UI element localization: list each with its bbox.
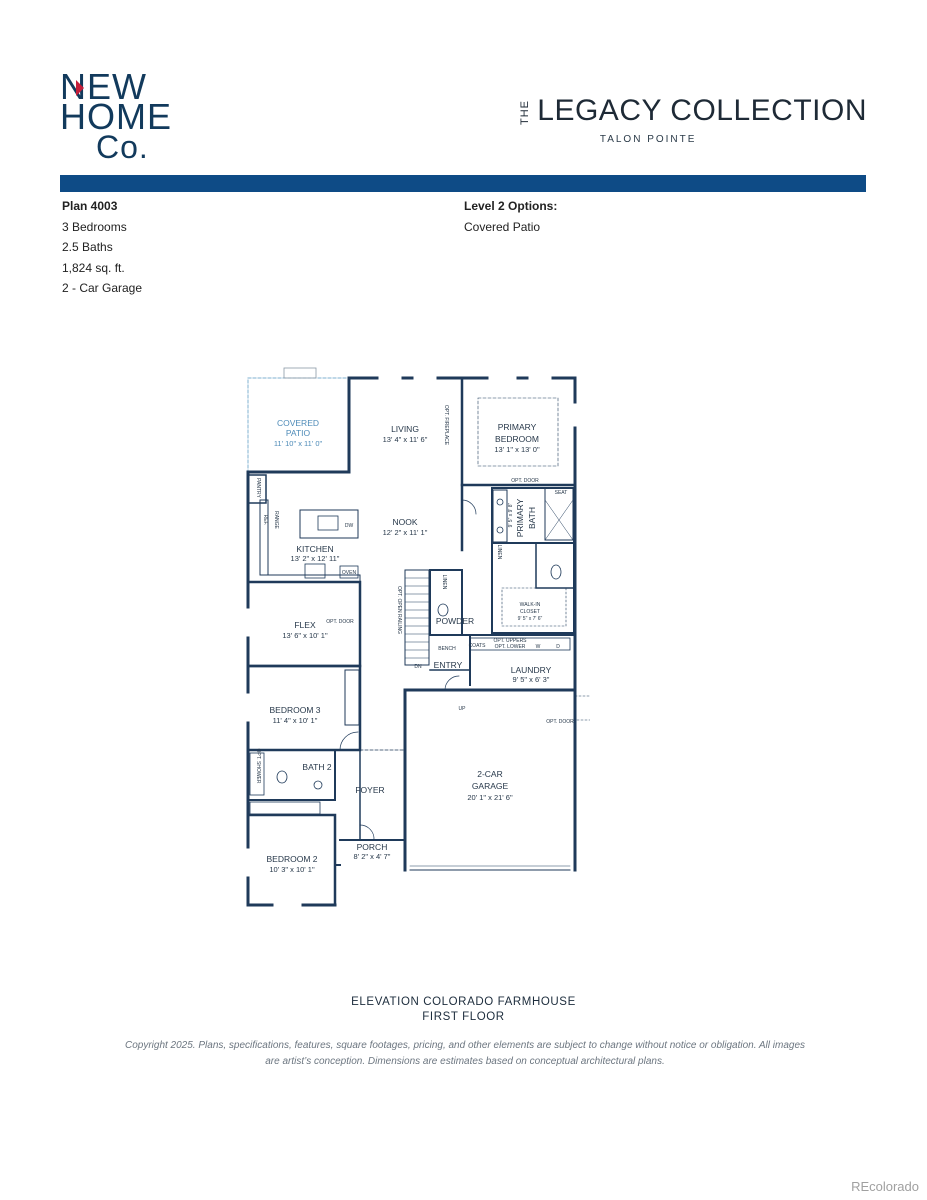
range-label: RANGE	[273, 511, 279, 529]
walkin-closet-label-2: CLOSET	[519, 609, 541, 615]
caption-line-2: FIRST FLOOR	[422, 1011, 505, 1023]
dw-label: DW	[344, 523, 354, 529]
collection-subtitle: TALON POINTE	[599, 134, 697, 145]
covered-patio-label-1: COVERED	[276, 418, 320, 428]
bedroom3-closet	[345, 670, 359, 725]
logo-line-1: NEW	[60, 66, 147, 107]
door-arc-3	[445, 676, 459, 690]
opt-uppers-label: OPT. UPPERS	[493, 638, 527, 644]
plan-baths: 2.5 Baths	[62, 240, 113, 254]
floor-plan	[240, 360, 590, 920]
collection-the: THE	[519, 99, 532, 125]
sink-1	[497, 499, 503, 505]
garage-wall	[405, 690, 575, 870]
collection-branding	[519, 94, 867, 145]
opt-door-label-2: OPT. DOOR	[326, 619, 354, 625]
opt-fireplace-label: OPT. FIREPLACE	[443, 404, 449, 446]
seat-label: SEAT	[554, 490, 568, 496]
coats-label: COATS	[468, 643, 486, 649]
opt-shower-label: OPT. SHOWER	[255, 748, 261, 784]
bench-label: BENCH	[438, 646, 456, 652]
plan-name: Plan 4003	[62, 199, 118, 213]
pantry-label: PANTRY	[255, 478, 261, 498]
flex-label: FLEX	[294, 620, 316, 630]
logo-accent-icon	[76, 80, 84, 96]
nook-dim: 12' 2" x 11' 1"	[382, 528, 428, 537]
bath2-label: BATH 2	[302, 762, 332, 772]
vanity	[493, 490, 507, 542]
collection-name: LEGACY COLLECTION	[537, 94, 867, 127]
primary-bath-label-1: PRIMARY	[515, 498, 525, 538]
primary-bath-dim: 9' 5" x 9' 8"	[508, 502, 514, 528]
porch-label: PORCH	[356, 842, 388, 852]
toilet-bath2	[277, 771, 287, 783]
plan-garage: 2 - Car Garage	[62, 281, 143, 295]
primary-bath-label-2: BATH	[527, 506, 537, 530]
walkin-closet-label: WALK-IN	[519, 602, 541, 608]
primary-bedroom-dim: 13' 1" x 13' 0"	[494, 445, 540, 454]
primary-bedroom-label-2: BEDROOM	[495, 434, 539, 444]
bedroom2-closet	[250, 802, 320, 814]
sink-2	[497, 527, 503, 533]
door-arc-2	[340, 732, 358, 750]
options-title: Level 2 Options:	[464, 199, 558, 213]
laundry-label: LAUNDRY	[510, 665, 552, 675]
oven-label: OVEN	[341, 570, 357, 576]
new-home-co-logo	[60, 66, 180, 172]
door-arc-1	[462, 500, 476, 514]
bedroom2-dim: 10' 3" x 10' 1"	[269, 865, 315, 874]
level-options	[464, 196, 557, 237]
caption-line-1: ELEVATION COLORADO FARMHOUSE	[351, 996, 576, 1008]
opt-lower-label: OPT. LOWER	[494, 644, 526, 650]
kitchen-sink	[318, 516, 338, 530]
bedroom3-label: BEDROOM 3	[269, 705, 321, 715]
foyer-label: FOYER	[355, 785, 385, 795]
toilet-powder	[438, 604, 448, 616]
plan-bedrooms: 3 Bedrooms	[62, 219, 127, 234]
range	[305, 564, 325, 578]
nook-label: NOOK	[392, 517, 418, 527]
garage-label-1: 2-CAR	[477, 769, 503, 779]
primary-bedroom-label-1: PRIMARY	[497, 422, 537, 432]
linen-label: LINEN	[441, 574, 447, 590]
garage-opt-door	[575, 696, 590, 720]
entry-label: ENTRY	[433, 660, 463, 670]
plan-area: 1,824 sq. ft.	[62, 260, 125, 275]
kitchen-dim: 13' 2" x 12' 11"	[290, 554, 340, 563]
collection-title	[519, 94, 867, 128]
bedroom3-dim: 11' 4" x 10' 1"	[272, 716, 318, 725]
door-arc-4	[360, 825, 374, 840]
stairs	[405, 570, 429, 665]
primary-bed-dash	[478, 398, 558, 466]
living-dim: 13' 4" x 11' 6"	[382, 435, 428, 444]
opt-door-label: OPT. DOOR	[511, 478, 539, 484]
plan-specs	[62, 196, 142, 299]
garage-dim: 20' 1" x 21' 6"	[467, 793, 513, 802]
washer-label: W	[535, 644, 541, 650]
toilet-primary	[551, 565, 561, 579]
linen-label-2: LINEN	[496, 544, 502, 560]
kitchen-counter	[260, 500, 268, 575]
options-item: Covered Patio	[464, 219, 541, 234]
bedroom2-label: BEDROOM 2	[266, 854, 318, 864]
logo-line-2: HOME	[60, 96, 172, 137]
porch-dim: 8' 2" x 4' 7"	[353, 852, 391, 861]
patio-light	[284, 368, 316, 378]
opt-door-label-3: OPT. DOOR	[546, 719, 574, 725]
copyright-notice: Copyright 2025. Plans, specifications, features, square footages, pricing, and other elements are subject to change without notice or obligation. All images are artist’s conception. Dimensions are estimates based on conceptual architectural plans.	[124, 1040, 806, 1067]
dryer-label: D	[556, 644, 560, 650]
living-label: LIVING	[391, 424, 419, 434]
brand-bar	[60, 175, 866, 192]
kitchen-label: KITCHEN	[296, 544, 334, 554]
covered-patio-dim: 11' 10" x 11' 0"	[273, 439, 323, 448]
covered-patio-label-2: PATIO	[285, 428, 311, 438]
stairs-up-label: UP	[458, 706, 466, 712]
laundry-dim: 9' 5" x 6' 3"	[512, 675, 550, 684]
ref-label: REF.	[262, 514, 268, 526]
powder-label: POWDER	[435, 616, 475, 626]
logo-line-3: Co.	[96, 129, 149, 165]
flex-dim: 13' 6" x 10' 1"	[282, 631, 328, 640]
bath2-sink	[314, 781, 322, 789]
watermark: REcolorado	[851, 1179, 919, 1194]
stairs-dn-label: DN	[414, 664, 422, 670]
garage-label-2: GARAGE	[471, 781, 509, 791]
walkin-closet-dim: 9' 5" x 7' 6"	[517, 616, 543, 622]
plan-caption	[0, 995, 927, 1025]
opt-open-railing-label: OPT. OPEN RAILING	[396, 585, 402, 635]
